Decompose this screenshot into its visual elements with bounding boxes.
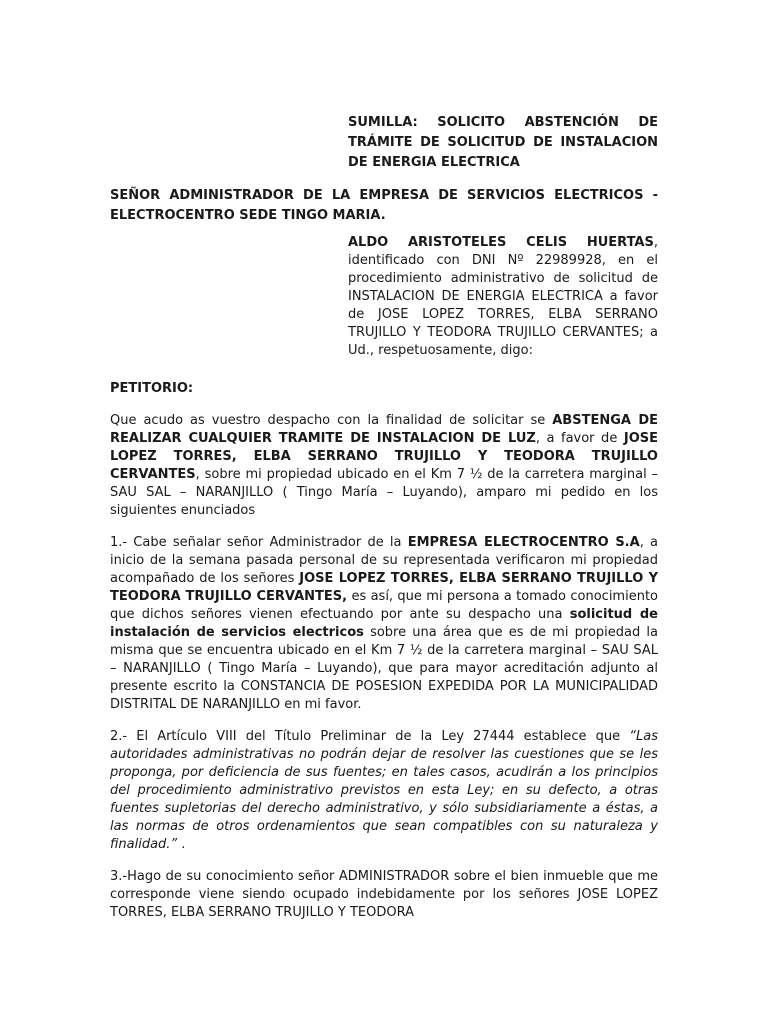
item2-quote: “Las autoridades administrativas no podrán dejar de resolver las cuestiones que se les proponga, por deficiencia de sus fuentes; en tales casos, acudirán a los principios del procedimiento administrativo previstos en esta Ley; en su defecto, a otras fuentes supletorias del derecho administrativo, y sólo subsidiariamente a éstas, a las normas de otros ordenamientos que sean compatibles con su naturaleza y finalidad.” — [110, 729, 658, 852]
party-text: , identificado con DNI Nº 22989928, en el procedimiento administrativo de solicitud de INSTALACION DE ENERGIA ELECTRICA a favor de JOSE LOPEZ TORRES, ELBA SERRANO TRUJILLO Y TEODORA TRUJILLO CERVANTES; a Ud., respetuosamente, digo: — [348, 235, 658, 358]
document-page — [110, 113, 658, 922]
item-2-paragraph — [110, 728, 658, 854]
addressee: SEÑOR ADMINISTRADOR DE LA EMPRESA DE SERVICIOS ELECTRICOS - ELECTROCENTRO SEDE TINGO MARIA. — [110, 188, 658, 223]
sumilla-label: SUMILLA: — [348, 115, 418, 130]
item3-text-1: 3.-Hago de su conocimiento señor ADMINISTRADOR sobre el bien inmueble que me corresponde viene siendo ocupado indebidamente por los señores JOSE LOPEZ TORRES, ELBA SERRANO TRUJILLO Y TEODORA — [110, 869, 658, 920]
item1-text-3: es así, que mi persona a tomado conocimiento que dichos señores vienen efectuando por ante su despacho una — [110, 589, 658, 622]
sumilla-block — [348, 113, 658, 173]
petitorio-bold-1: ABSTENGA DE REALIZAR CUALQUIER TRAMITE DE INSTALACION DE LUZ — [110, 413, 659, 446]
petitorio-bold-2: JOSE LOPEZ TORRES, ELBA SERRANO TRUJILLO Y TEODORA TRUJILLO CERVANTES — [110, 431, 658, 482]
petitorio-text-3: , sobre mi propiedad ubicado en el Km 7 ½ de la carretera marginal – SAU SAL – NARANJILLO ( Tingo María – Luyando), amparo mi pedido en los siguientes enunciados — [110, 467, 658, 518]
item1-bold-1: EMPRESA ELECTROCENTRO S.A — [407, 535, 640, 550]
item1-text-1: 1.- Cabe señalar señor Administrador de la — [110, 535, 408, 550]
party-name: ALDO ARISTOTELES CELIS HUERTAS — [348, 235, 654, 250]
item-3-paragraph — [110, 868, 658, 922]
item-1-paragraph — [110, 534, 658, 714]
item1-bold-3: solicitud de instalación de servicios electricos — [110, 607, 658, 640]
petitorio-text-2: , a favor de — [535, 431, 624, 446]
item1-text-2: , a inicio de la semana pasada personal de su representada verificaron mi propiedad acompañado de los señores — [110, 535, 658, 586]
sumilla-text: SOLICITO ABSTENCIÓN DE TRÁMITE DE SOLICITUD DE INSTALACION DE ENERGIA ELECTRICA — [348, 115, 658, 170]
petitorio-paragraph — [110, 412, 658, 520]
petitorio-text-1: Que acudo as vuestro despacho con la finalidad de solicitar se — [110, 413, 553, 428]
party-block — [348, 234, 658, 360]
item2-text-1: 2.- El Artículo VIII del Título Preliminar de la Ley 27444 establece que — [110, 729, 630, 744]
item1-bold-2: JOSE LOPEZ TORRES, ELBA SERRANO TRUJILLO Y TEODORA TRUJILLO CERVANTES, — [110, 571, 658, 604]
petitorio-heading: PETITORIO: — [110, 381, 194, 396]
item1-text-4: sobre una área que es de mi propiedad la misma que se encuentra ubicado en el Km 7 ½ de la carretera marginal – SAU SAL – NARANJILLO ( Tingo María – Luyando), que para mayor acreditación adjunto al presente escrito la CONSTANCIA DE POSESION EXPEDIDA POR LA MUNICIPALIDAD DISTRITAL DE NARANJILLO en mi favor. — [110, 625, 659, 712]
item2-text-2: . — [177, 837, 186, 852]
